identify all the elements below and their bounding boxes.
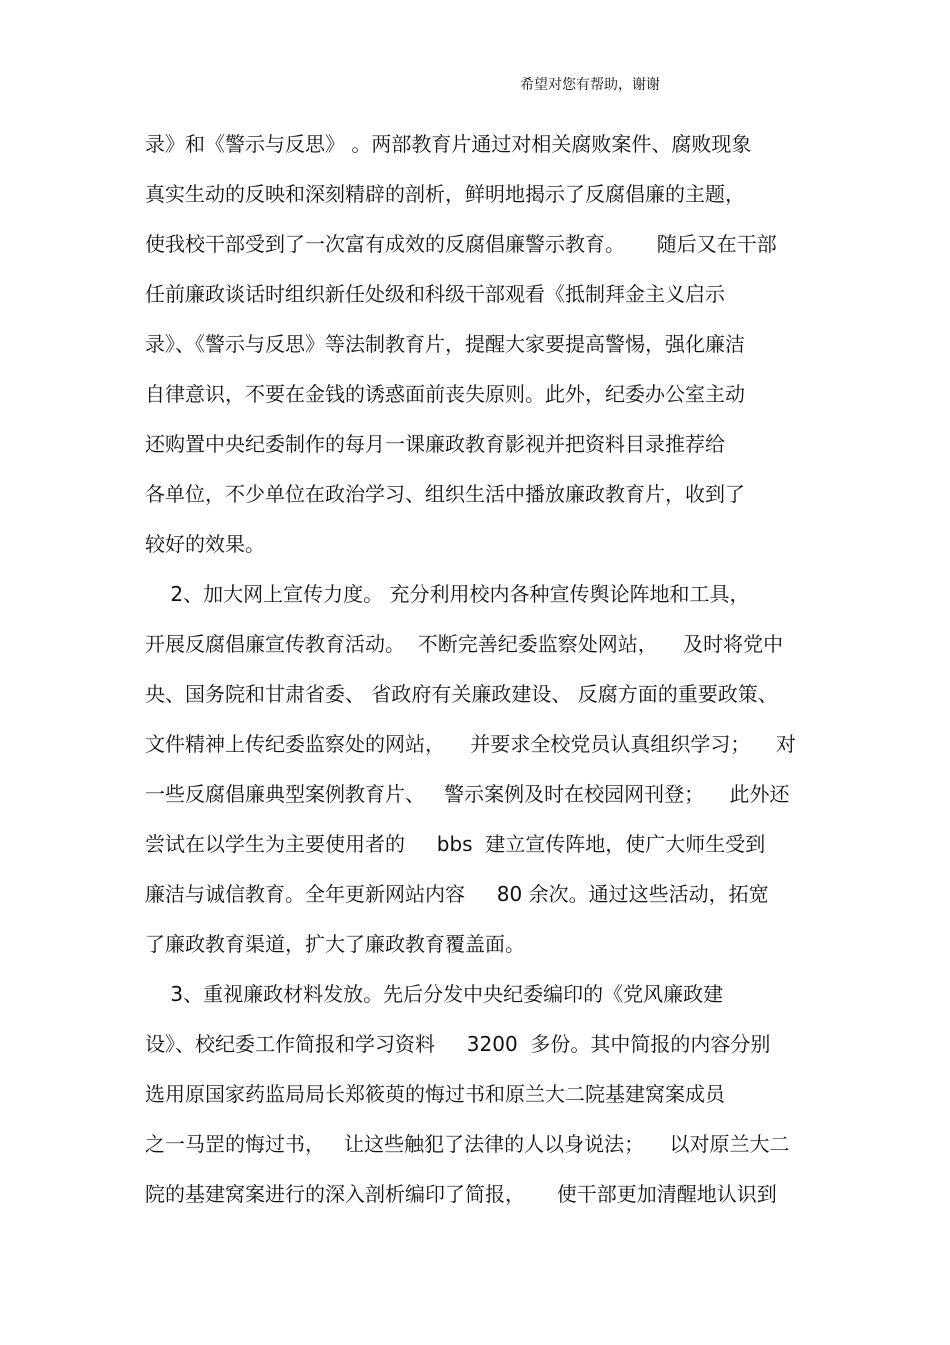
body-line: 各单位，不少单位在政治学习、组织生活中播放廉政教育片，收到了: [145, 482, 745, 506]
body-line: 录》、《警示与反思》等法制教育片，提醒大家要提高警惕，强化廉洁: [145, 332, 745, 356]
header-note: 希望对您有帮助，谢谢: [520, 77, 660, 93]
body-line: 院的基建窝案进行的深入剖析编印了简报， 使干部更加清醒地认识到: [145, 1182, 777, 1206]
body-line: 还购置中央纪委制作的每月一课廉政教育影视并把资料目录推荐给: [145, 432, 725, 456]
body-line: 开展反腐倡廉宣传教育活动。 不断完善纪委监察处网站， 及时将党中: [145, 632, 784, 656]
body-line: 了廉政教育渠道，扩大了廉政教育覆盖面。: [145, 932, 525, 956]
body-line: 真实生动的反映和深刻精辟的剖析，鲜明地揭示了反腐倡廉的主题，: [145, 182, 745, 206]
body-line: 2、加大网上宣传力度。 充分利用校内各种宣传舆论阵地和工具，: [145, 582, 750, 606]
body-line: 选用原国家药监局局长郑筱萸的悔过书和原兰大二院基建窝案成员: [145, 1082, 725, 1106]
body-line: 设》、校纪委工作简报和学习资料 3200 多份。其中简报的内容分别: [145, 1032, 771, 1056]
body-line: 央、国务院和甘肃省委、 省政府有关廉政建设、 反腐方面的重要政策、: [145, 682, 778, 706]
body-line: 3、重视廉政材料发放。先后分发中央纪委编印的《党风廉政建: [145, 982, 724, 1006]
body-line: 尝试在以学生为主要使用者的 bbs 建立宣传阵地，使广大师生受到: [145, 832, 766, 856]
body-line: 廉洁与诚信教育。全年更新网站内容 80 余次。通过这些活动，拓宽: [145, 882, 769, 906]
body-line: 较好的效果。: [145, 532, 265, 556]
body-line: 自律意识，不要在金钱的诱惑面前丧失原则。此外，纪委办公室主动: [145, 382, 745, 406]
body-line: 一些反腐倡廉典型案例教育片、 警示案例及时在校园网刊登； 此外还: [145, 782, 790, 806]
body-line: 使我校干部受到了一次富有成效的反腐倡廉警示教育。 随后又在干部: [145, 232, 777, 256]
body-line: 任前廉政谈话时组织新任处级和科级干部观看《抵制拜金主义启示: [145, 282, 725, 306]
body-line: 文件精神上传纪委监察处的网站， 并要求全校党员认真组织学习； 对: [145, 732, 796, 756]
body-line: 录》和《警示与反思》 。两部教育片通过对相关腐败案件、腐败现象: [145, 132, 752, 156]
body-line: 之一马罡的悔过书， 让这些触犯了法律的人以身说法； 以对原兰大二: [145, 1132, 790, 1156]
